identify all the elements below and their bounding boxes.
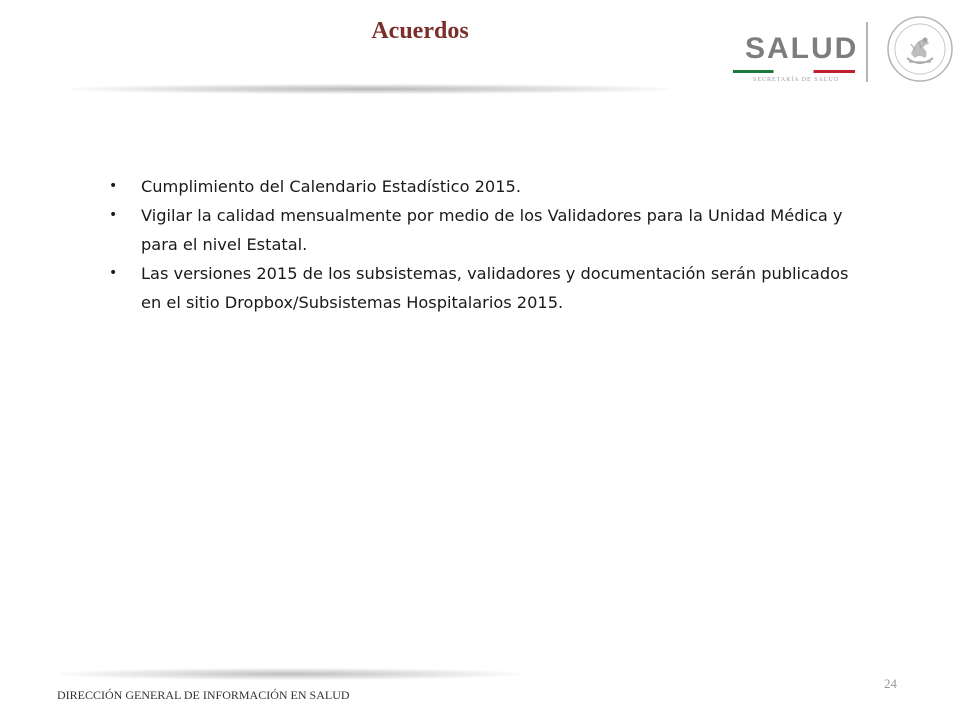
bullet-text: Las versiones 2015 de los subsistemas, validadores y documentación serán publicados en el sitio Dropbox/Subsistemas Hospitalarios 2015. — [141, 264, 849, 312]
bullet-dot-icon: • — [109, 207, 118, 223]
salud-wordmark: SALUD — [745, 32, 859, 65]
salud-logo — [725, 10, 960, 90]
footer-organization: DIRECCIÓN GENERAL DE INFORMACIÓN EN SALUD — [57, 688, 350, 702]
bullet-item — [108, 259, 868, 317]
coat-of-arms-seal-icon — [885, 14, 955, 84]
bullet-text: Cumplimiento del Calendario Estadístico 2015. — [141, 177, 521, 196]
flag-color-stripe — [733, 70, 855, 73]
bullet-item — [108, 172, 868, 201]
bullet-dot-icon: • — [109, 265, 118, 281]
footer-shadow-divider — [60, 668, 520, 680]
bullet-content — [108, 172, 868, 317]
page-number: 24 — [884, 676, 897, 691]
bullet-text: Vigilar la calidad mensualmente por medio de los Validadores para la Unidad Médica y para el nivel Estatal. — [141, 206, 843, 254]
salud-subtitle: SECRETARÍA DE SALUD — [753, 77, 840, 83]
bullet-dot-icon: • — [109, 178, 118, 194]
bullet-item — [108, 201, 868, 259]
header-shadow-divider — [70, 84, 670, 94]
slide-title: Acuerdos — [371, 18, 469, 44]
logo-divider — [866, 22, 868, 82]
bullet-list — [108, 172, 868, 317]
